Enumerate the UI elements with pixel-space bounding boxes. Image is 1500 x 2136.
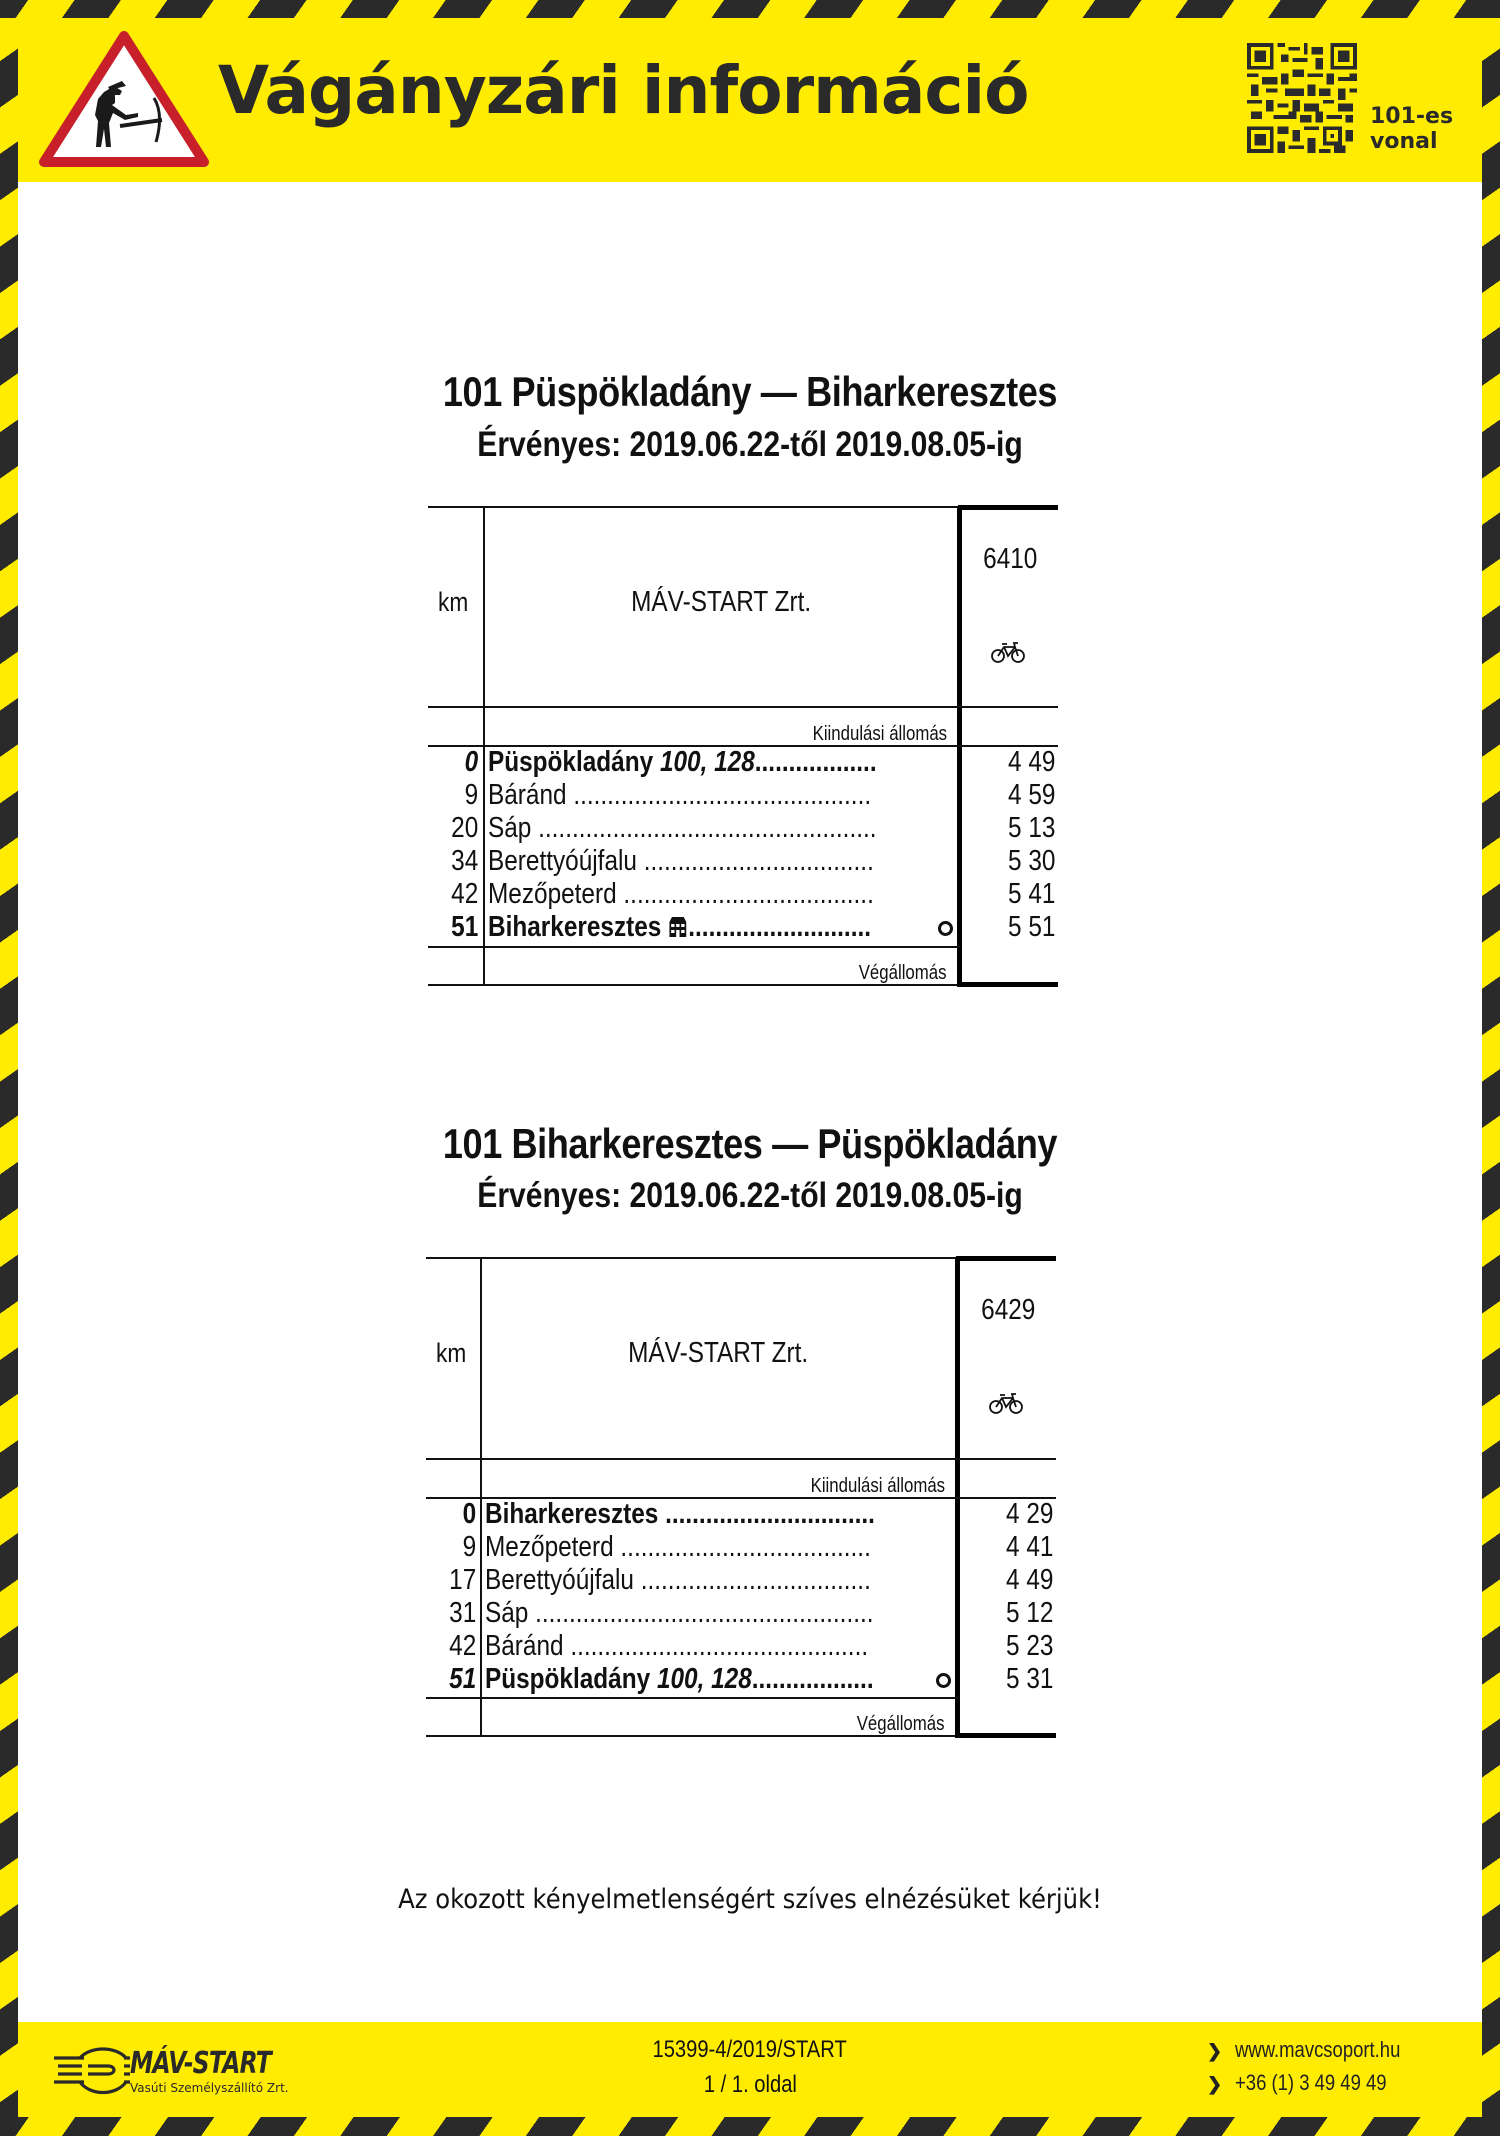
terminus-circle-icon bbox=[936, 1673, 951, 1688]
row-time: 4 41 bbox=[1005, 1531, 1053, 1563]
border-station-building-icon bbox=[668, 916, 688, 938]
row-station: Sáp .................................................. bbox=[485, 1597, 874, 1629]
table-row bbox=[426, 1630, 1056, 1663]
line-label-number: 101-es bbox=[1370, 104, 1454, 129]
table-line-thick bbox=[957, 982, 1058, 987]
document-number: 15399-4/2019/START bbox=[652, 2036, 848, 2063]
row-station: Sáp .................................................. bbox=[488, 812, 877, 844]
row-station: Biharkeresztes ............................... bbox=[485, 1498, 875, 1530]
bicycle-icon bbox=[991, 642, 1025, 664]
page-title: Vágányzári információ bbox=[218, 52, 1029, 129]
table-row bbox=[426, 1663, 1056, 1696]
timetable-1 bbox=[428, 506, 1060, 990]
table-row bbox=[426, 1564, 1056, 1597]
row-station: Berettyóújfalu .................................. bbox=[488, 845, 874, 877]
chevron-right-icon: ❯ bbox=[1207, 2041, 1223, 2061]
bicycle-icon bbox=[989, 1393, 1023, 1415]
row-time: 4 49 bbox=[1007, 746, 1055, 778]
table-row bbox=[428, 812, 1058, 845]
logo-subtitle: Vasúti Személyszállító Zrt. bbox=[130, 2081, 289, 2095]
row-time: 5 23 bbox=[1005, 1630, 1053, 1662]
timetable-2 bbox=[426, 1257, 1058, 1741]
phone-link[interactable]: ❯ +36 (1) 3 49 49 49 bbox=[1207, 2070, 1387, 2095]
table-line-thick bbox=[956, 1256, 1056, 1261]
row-km: 31 bbox=[448, 1597, 476, 1629]
table-row bbox=[426, 1531, 1056, 1564]
table-line-thick bbox=[955, 1733, 1056, 1738]
row-km: 20 bbox=[450, 812, 478, 844]
row-km: 51 bbox=[448, 1663, 476, 1695]
train-number: 6410 bbox=[982, 543, 1038, 575]
table-row bbox=[428, 845, 1058, 878]
arrival-station-label: Végállomás bbox=[859, 962, 947, 984]
hazard-stripe-border-bottom bbox=[0, 2117, 1500, 2136]
row-station: Biharkeresztes ........................... bbox=[488, 911, 872, 943]
row-station: Püspökladány 100, 128.................. bbox=[488, 746, 877, 778]
row-station: Báránd ............................................ bbox=[485, 1630, 869, 1662]
row-time: 4 29 bbox=[1005, 1498, 1053, 1530]
table-row bbox=[428, 746, 1058, 779]
table-row bbox=[428, 779, 1058, 812]
row-km: 51 bbox=[450, 911, 478, 943]
page-indicator: 1 / 1. oldal bbox=[703, 2071, 797, 2098]
hazard-stripe-border-left bbox=[0, 0, 18, 2136]
train-number: 6429 bbox=[980, 1294, 1036, 1326]
table-line bbox=[428, 946, 960, 948]
departure-station-label: Kiindulási állomás bbox=[812, 723, 947, 745]
qr-code-icon[interactable] bbox=[1247, 43, 1357, 153]
arrival-station-label: Végállomás bbox=[857, 1713, 945, 1735]
website-link[interactable]: ❯ www.mavcsoport.hu bbox=[1207, 2037, 1401, 2062]
row-station: Püspökladány 100, 128.................. bbox=[485, 1663, 874, 1695]
row-km: 0 bbox=[464, 746, 478, 778]
chevron-right-icon: ❯ bbox=[1207, 2074, 1223, 2094]
hazard-stripe-border-top bbox=[0, 0, 1500, 18]
line-label bbox=[1370, 104, 1453, 154]
hazard-stripe-border-right bbox=[1482, 0, 1500, 2136]
row-time: 5 13 bbox=[1007, 812, 1055, 844]
table-line bbox=[426, 1458, 1056, 1460]
timetable-1-validity: Érvényes: 2019.06.22-től 2019.08.05-ig bbox=[477, 425, 1023, 464]
table-line bbox=[426, 1257, 956, 1259]
row-km: 34 bbox=[450, 845, 478, 877]
warning-sign-track-worker-icon bbox=[38, 30, 210, 170]
row-time: 4 49 bbox=[1005, 1564, 1053, 1596]
row-station: Berettyóújfalu .................................. bbox=[485, 1564, 871, 1596]
row-time: 5 51 bbox=[1007, 911, 1055, 943]
row-station: Mezőpeterd ..................................... bbox=[488, 878, 874, 910]
operator-header: MÁV-START Zrt. bbox=[630, 586, 812, 618]
row-km: 42 bbox=[450, 878, 478, 910]
row-km: 9 bbox=[462, 1531, 476, 1563]
terminus-circle-icon bbox=[938, 921, 953, 936]
row-km: 0 bbox=[462, 1498, 476, 1530]
departure-station-label: Kiindulási állomás bbox=[810, 1475, 945, 1497]
table-row bbox=[428, 878, 1058, 911]
timetable-1-title: 101 Püspökladány — Biharkeresztes bbox=[442, 368, 1058, 415]
row-time: 5 30 bbox=[1007, 845, 1055, 877]
table-line bbox=[428, 706, 1058, 708]
timetable-2-validity: Érvényes: 2019.06.22-től 2019.08.05-ig bbox=[477, 1176, 1023, 1215]
row-time: 5 12 bbox=[1005, 1597, 1053, 1629]
row-station: Báránd ............................................ bbox=[488, 779, 872, 811]
row-time: 5 31 bbox=[1005, 1663, 1053, 1695]
logo-wordmark: MÁV-START bbox=[130, 2046, 271, 2081]
apology-message: Az okozott kényelmetlenségért szíves elnézésüket kérjük! bbox=[398, 1884, 1102, 1915]
km-header: km bbox=[438, 587, 469, 617]
table-line-thick bbox=[958, 505, 1058, 510]
table-line bbox=[426, 1697, 958, 1699]
table-line bbox=[428, 506, 958, 508]
table-row bbox=[426, 1597, 1056, 1630]
row-time: 4 59 bbox=[1007, 779, 1055, 811]
km-header: km bbox=[436, 1338, 467, 1368]
table-row bbox=[428, 911, 1058, 944]
row-km: 42 bbox=[448, 1630, 476, 1662]
row-km: 17 bbox=[448, 1564, 476, 1596]
row-time: 5 41 bbox=[1007, 878, 1055, 910]
table-row bbox=[426, 1498, 1056, 1531]
line-label-word: vonal bbox=[1370, 129, 1438, 154]
row-km: 9 bbox=[464, 779, 478, 811]
row-station: Mezőpeterd ..................................... bbox=[485, 1531, 871, 1563]
operator-header: MÁV-START Zrt. bbox=[628, 1337, 809, 1369]
timetable-2-title: 101 Biharkeresztes — Püspökladány bbox=[442, 1120, 1058, 1167]
